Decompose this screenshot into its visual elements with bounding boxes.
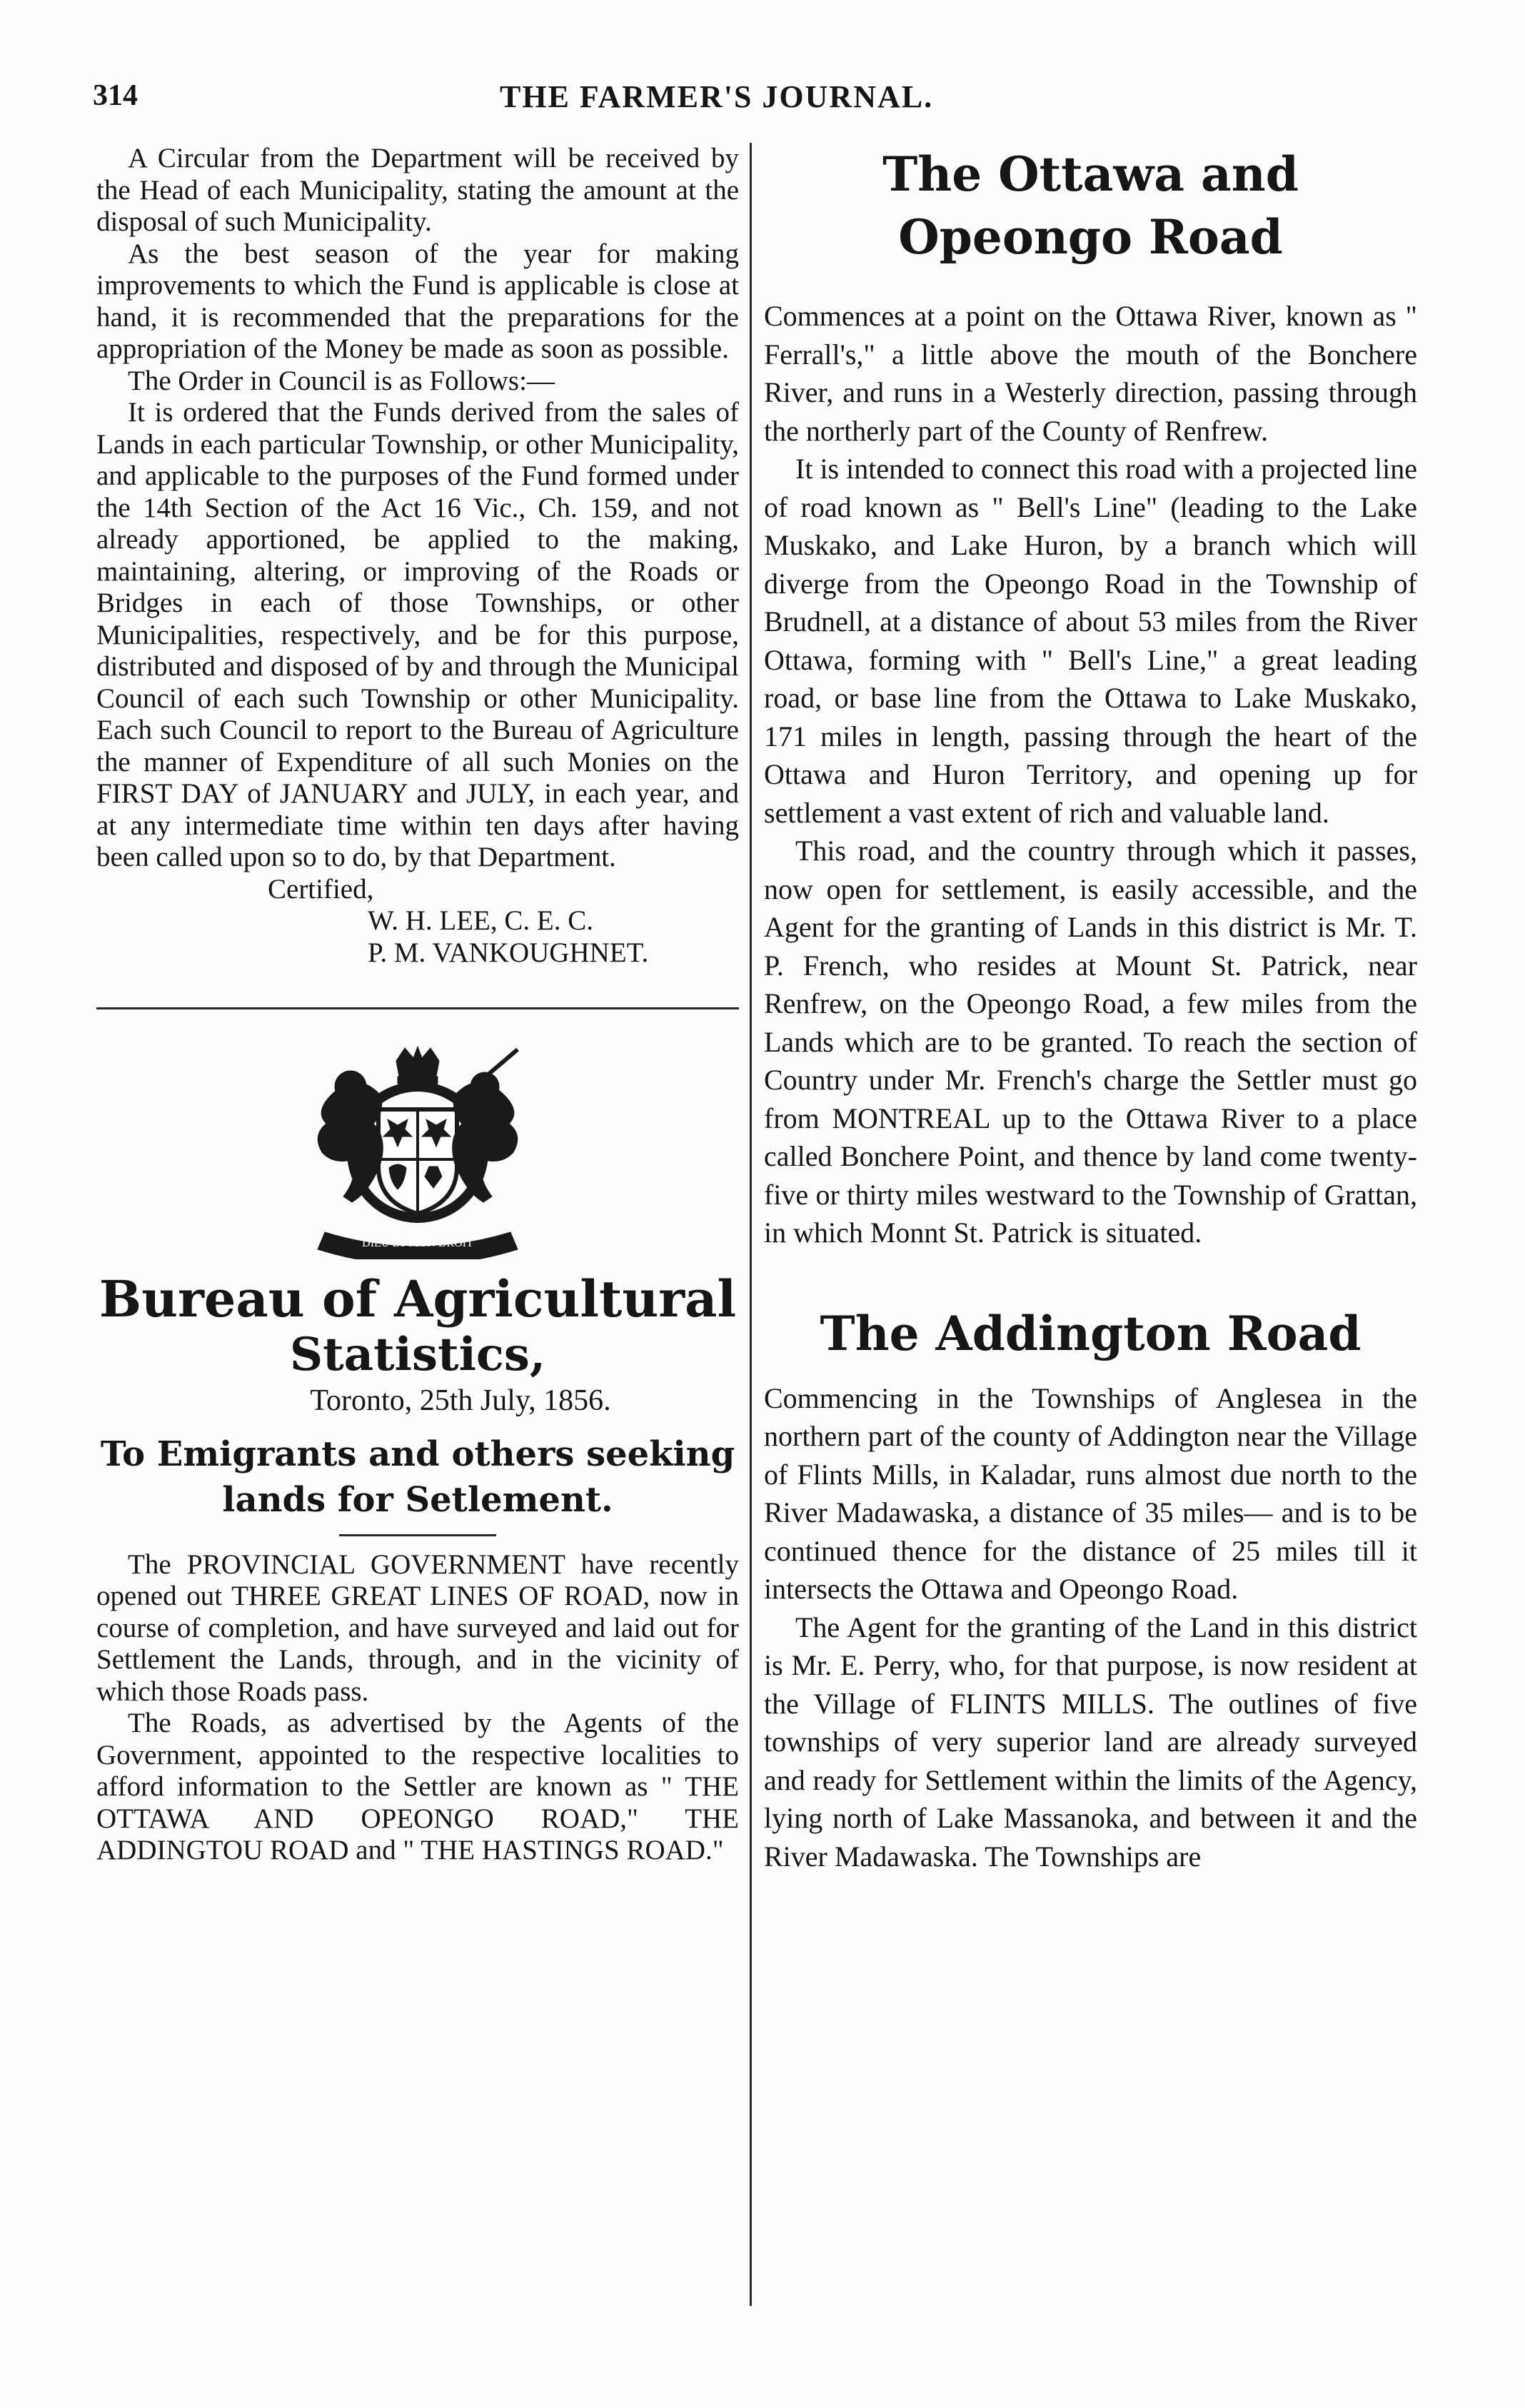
ottawa-paragraph-1: Commences at a point on the Ottawa River, known as " Ferrall's," a little above the mouth of the Bonchere River, and runs in a Westerly direction, passing through the northerly part of the County of Renfrew.	[764, 300, 1417, 447]
ottawa-paragraph-3: This road, and the country through which it passes, now open for settlement, is easily accessible, and the Agent for the granting of Lands in this district is Mr. T. P. French, who resides at Mount St. Patrick, near Renfrew, on the Opeongo Road, a few miles from the Lands which are to be granted. To reach the section of Country under Mr. French's charge the Settler must go from MONTREAL up to the Ottawa River to a place called Bonchere Point, and thence by land come twenty-five or thirty miles westward to the Township of Grattan, in which Monnt St. Patrick is situated.	[764, 835, 1417, 1249]
addington-paragraph-2: The Agent for the granting of the Land in this district is Mr. E. Perry, who, for that purpose, is now resident at the Village of FLINTS MILLS. The outlines of five townships of very superior land are already surveyed and ready for Settlement within the limits of the Agency, lying north of Lake Massanoka, and between it and the River Madawaska. The Townships are	[764, 1611, 1417, 1873]
section-rule	[96, 1007, 739, 1009]
signatory-lee: W. H. LEE, C. E. C.	[368, 905, 593, 936]
order-intro: The Order in Council is as Follows:—	[128, 365, 555, 396]
season-paragraph: As the best season of the year for making improvements to which the Fund is applicable is close at hand, it is recommended that the preparations for the appropriation of the Money be made as soon as possible.	[96, 238, 739, 364]
running-header	[93, 79, 1421, 121]
ottawa-paragraph-2: It is intended to connect this road with a projected line of road known as " Bell's Line" (leading to the Lake Muskako, and Lake Huron, by a branch which will diverge from the Opeongo Road in the Township of Brudnell, at a distance of about 53 miles from the River Ottawa, forming with " Bell's Line," a great leading road, or base line from the Ottawa to Lake Muskako, 171 miles in length, passing through the heart of the Ottawa and Huron Territory, and opening up for settlement a vast extent of rich and valuable land.	[764, 453, 1417, 829]
certified-label: Certified,	[268, 873, 374, 905]
running-title: THE FARMER'S JOURNAL.	[500, 79, 934, 114]
royal-coat-of-arms-icon	[218, 1045, 618, 1259]
page-number: 314	[93, 79, 138, 112]
circular-paragraph: A Circular from the Department will be received by the Head of each Municipality, stating the amount at the disposal of such Municipality.	[96, 143, 739, 237]
right-column	[764, 143, 1417, 1875]
signatory-vankoughnet: P. M. VANKOUGHNET.	[368, 937, 649, 968]
emigrants-heading: To Emigrants and others seeking lands for Setlement.	[100, 1434, 735, 1520]
bureau-heading-line1: Bureau of Agricultural	[99, 1269, 737, 1329]
order-text: It is ordered that the Funds derived from the sales of Lands in each particular Township, or other Municipality, and applicable to the purposes of the Fund formed under the 14th Section of the Act 16 Vic., Ch. 159, and not already apportioned, be applied to the making, maintaining, altering, or improving of the Roads or Bridges in each of those Townships, or other Municipalities, respectively, and be for this purpose, distributed and disposed of by and through the Municipal Council of each such Township or other Municipality. Each such Council to report to the Bureau of Agriculture the manner of Expenditure of all such Monies on the FIRST DAY of JANUARY and JULY, in each year, and at any intermediate time within ten days after having been called upon so to do, by that Department.	[96, 397, 739, 872]
bureau-heading-line2: Statistics,	[289, 1328, 546, 1381]
svg-text:DIEU ET MON DROIT: DIEU ET MON DROIT	[362, 1237, 473, 1249]
addington-heading: The Addington Road	[820, 1305, 1362, 1361]
dateline: Toronto, 25th July, 1856.	[310, 1384, 611, 1417]
left-column	[96, 143, 739, 1867]
heading-rule	[339, 1534, 496, 1536]
roads-paragraph: The Roads, as advertised by the Agents of the Government, appointed to the respective localities to afford information to the Settler are known as " THE OTTAWA AND OPEONGO ROAD," THE ADDINGTOU ROAD and " THE HASTINGS ROAD."	[96, 1708, 739, 1865]
ottawa-opeongo-heading: The Ottawa and Opeongo Road	[882, 146, 1299, 265]
addington-paragraph-1: Commencing in the Townships of Anglesea in the northern part of the county of Addington near the Village of Flints Mills, in Kaladar, runs almost due north to the River Madawaska, a distance of 35 miles— and is to be continued thence for the distance of 25 miles till it intersects the Ottawa and Opeongo Road.	[764, 1381, 1417, 1605]
government-paragraph: The PROVINCIAL GOVERNMENT have recently opened out THREE GREAT LINES OF ROAD, now in course of completion, and have surveyed and laid out for Settlement the Lands, through, and in the vicinity of which those Roads pass.	[96, 1548, 739, 1707]
column-divider	[750, 143, 752, 2306]
